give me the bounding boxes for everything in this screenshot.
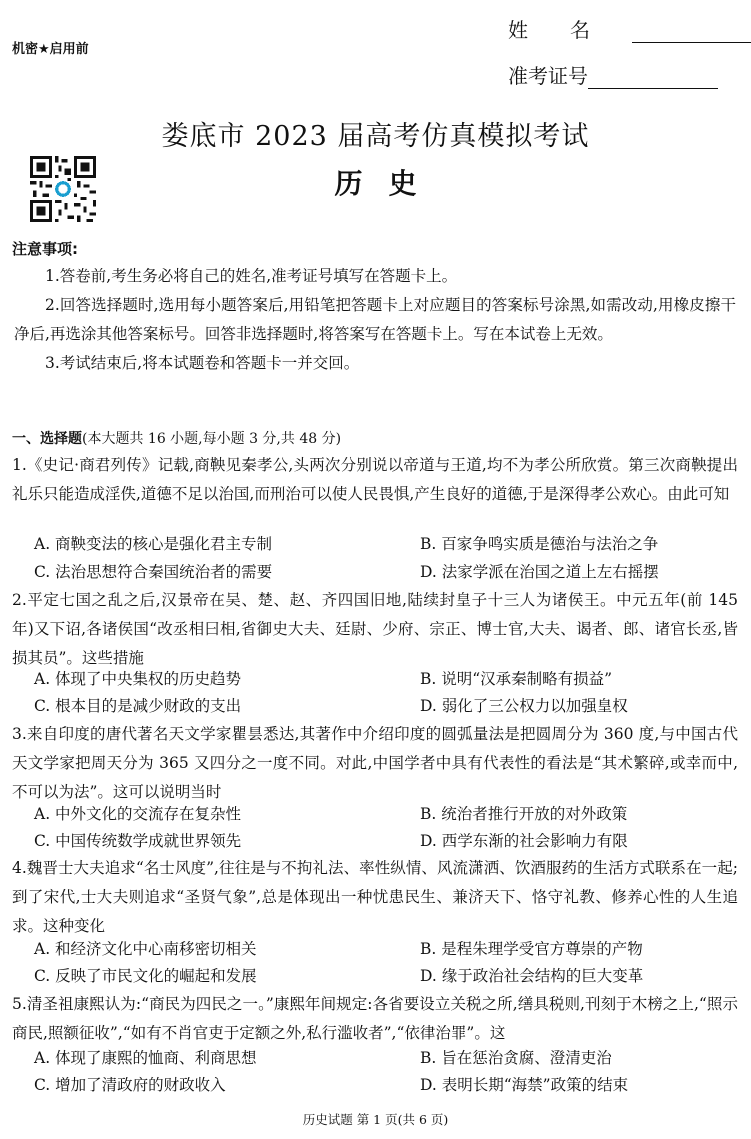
option: B. 是程朱理学受官方尊崇的产物 [420,940,643,958]
option: B. 说明“汉承秦制略有损益” [420,670,613,688]
option: D. 法家学派在治国之道上左右摇摆 [420,563,659,581]
subject-title: 历史 [334,167,443,200]
option: A. 体现了中央集权的历史趋势 [34,670,242,688]
option: A. 和经济文化中心南移密切相关 [34,940,257,958]
section-title: 一、选择题 [12,431,82,447]
option: A. 体现了康熙的恤商、利商思想 [34,1049,257,1067]
exam-title: 娄底市 2023 届高考仿真模拟考试 [161,121,590,152]
name-blank [632,18,751,43]
question-stem: 3.来自印度的唐代著名天文学家瞿昙悉达,其著作中介绍印度的圆弧量法是把圆周分为 360 度,与中国古代天文学家把周天分为 365 又四分之一度不同。对此,中国学者中具有代表性的看法是“其术繁碎,或幸而中,不可以为法”。这可以说明当时 [12,725,738,801]
option: A. 中外文化的交流存在复杂性 [34,805,242,823]
section-heading [12,428,341,448]
option: C. 中国传统数学成就世界领先 [34,832,242,850]
exam-id-field [508,60,718,89]
notice-item: 1.答卷前,考生务必将自己的姓名,准考证号填写在答题卡上。 [45,267,458,285]
option: D. 西学东渐的社会影响力有限 [420,832,628,850]
option: B. 百家争鸣实质是德治与法治之争 [420,535,659,553]
option: D. 弱化了三公权力以加强皇权 [420,697,628,715]
question-stem: 2.平定七国之乱之后,汉景帝在吴、楚、赵、齐四国旧地,陆续封皇子十三人为诸侯王。中元五年(前 145 年)又下诏,各诸侯国“改丞相曰相,省御史大夫、廷尉、少府、宗正、博士官,大夫、谒者、郎、诸官长丞,皆损其员”。这些措施 [12,591,738,667]
name-field [508,14,751,43]
question-stem: 5.清圣祖康熙认为:“商民为四民之一。”康熙年间规定:各省要设立关税之所,缮具税则,刊刻于木榜之上,“照示商民,照额征收”,“如有不肖官吏于定额之外,私行滥收者”,“依律治罪”。这 [12,995,738,1042]
exam-id-label: 准考证号 [508,64,588,88]
option: D. 表明长期“海禁”政策的结束 [420,1076,629,1094]
page-footer: 历史试题 第 1 页(共 6 页) [302,1112,449,1127]
notice-title: 注意事项: [12,240,78,258]
option: C. 增加了清政府的财政收入 [34,1076,226,1094]
option: A. 商鞅变法的核心是强化君主专制 [34,535,273,553]
option: C. 法治思想符合秦国统治者的需要 [34,563,273,581]
name-label: 姓名 [508,18,632,42]
option: D. 缘于政治社会结构的巨大变革 [420,967,644,985]
option: B. 旨在惩治贪腐、澄清吏治 [420,1049,612,1067]
notice-item: 2.回答选择题时,选用每小题答案后,用铅笔把答题卡上对应题目的答案标号涂黑,如需改动,用橡皮擦干净后,再选涂其他答案标号。回答非选择题时,将答案写在答题卡上。写在本试卷上无效。 [14,296,736,343]
exam-id-blank [588,64,718,89]
question-stem: 1.《史记·商君列传》记载,商鞅见秦孝公,头两次分别说以帝道与王道,均不为孝公所欣赏。第三次商鞅提出礼乐只能造成淫佚,道德不足以治国,而刑治可以使人民畏惧,产生良好的道德,于是深得孝公欢心。由此可知 [12,456,738,503]
notice-list [14,262,736,378]
question-stem: 4.魏晋士大夫追求“名士风度”,往往是与不拘礼法、率性纵情、风流潇洒、饮酒服药的生活方式联系在一起;到了宋代,士大夫则追求“圣贤气象”,总是体现出一种忧患民生、兼济天下、恪守礼教、修养心性的人生追求。这种变化 [12,859,738,935]
confidential-mark: 机密★启用前 [12,42,89,57]
option: C. 根本目的是减少财政的支出 [34,697,242,715]
option: C. 反映了市民文化的崛起和发展 [34,967,257,985]
notice-item: 3.考试结束后,将本试题卷和答题卡一并交回。 [45,354,360,372]
section-note: (本大题共 16 小题,每小题 3 分,共 48 分) [82,431,342,447]
option: B. 统治者推行开放的对外政策 [420,805,628,823]
